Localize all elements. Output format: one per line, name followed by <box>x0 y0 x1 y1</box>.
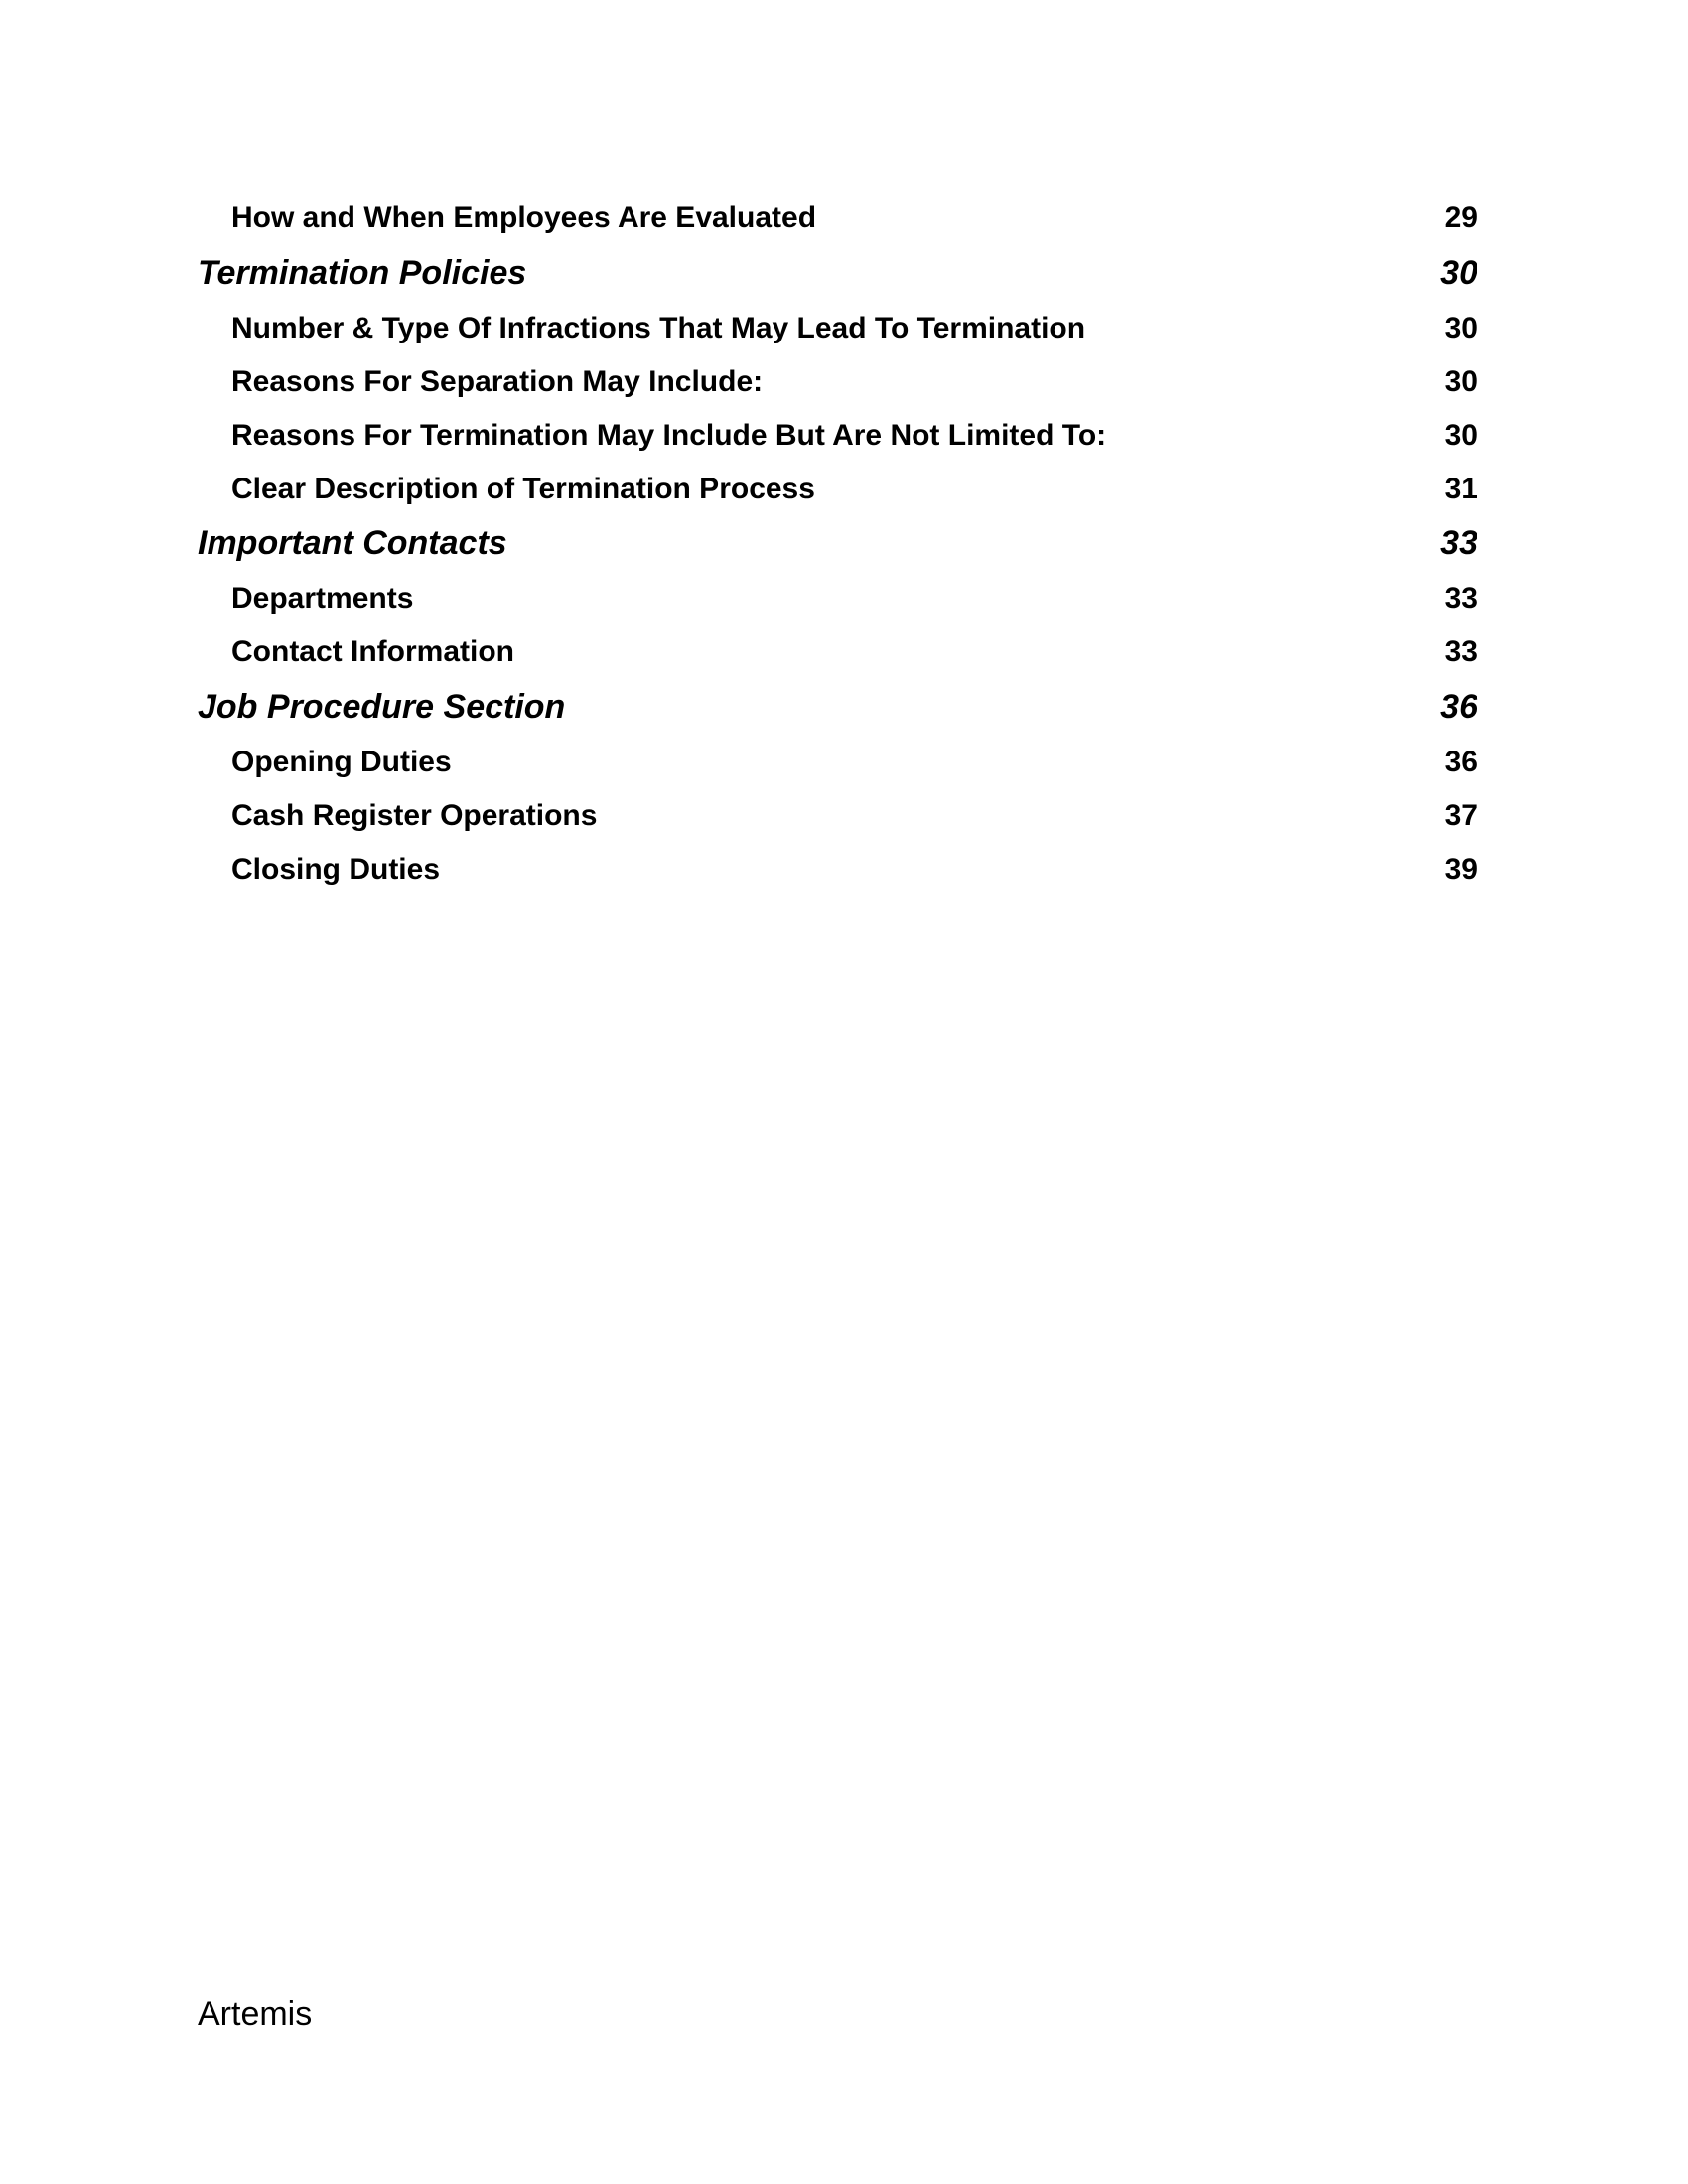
toc-entry-termination-process[interactable] <box>0 466 1688 513</box>
toc-section-label: Important Contacts <box>198 524 507 562</box>
toc-entry-page: 30 <box>1444 312 1477 344</box>
toc-entry-label: Clear Description of Termination Process <box>231 473 815 505</box>
toc-entry-contact-information[interactable] <box>0 628 1688 676</box>
toc-section-important-contacts[interactable] <box>0 519 1688 567</box>
toc-entry-infractions[interactable] <box>0 305 1688 352</box>
toc-entry-separation-reasons[interactable] <box>0 358 1688 406</box>
toc-section-page: 36 <box>1440 688 1477 726</box>
page-footer: Artemis <box>198 1995 313 2033</box>
toc-entry-label: Closing Duties <box>231 853 441 886</box>
toc-entry-page: 30 <box>1444 419 1477 452</box>
toc-entry-page: 30 <box>1444 365 1477 398</box>
toc-section-label: Termination Policies <box>198 254 527 292</box>
toc-entry-label: Number & Type Of Infractions That May Lead To Termination <box>231 312 1086 344</box>
toc-entry-opening-duties[interactable] <box>0 739 1688 786</box>
toc-entry-label: Reasons For Termination May Include But Are Not Limited To: <box>231 419 1107 452</box>
toc-entry-departments[interactable] <box>0 575 1688 622</box>
toc-entry-label: How and When Employees Are Evaluated <box>231 202 817 234</box>
toc-entry-employee-evaluation[interactable] <box>0 195 1688 242</box>
toc-entry-label: Contact Information <box>231 635 514 668</box>
toc-entry-label: Opening Duties <box>231 746 452 778</box>
toc-entry-page: 29 <box>1444 202 1477 234</box>
toc-entry-closing-duties[interactable] <box>0 846 1688 893</box>
toc-entry-cash-register[interactable] <box>0 792 1688 840</box>
toc-entry-page: 39 <box>1444 853 1477 886</box>
toc-entry-label: Reasons For Separation May Include: <box>231 365 764 398</box>
toc-entry-page: 36 <box>1444 746 1477 778</box>
toc-section-page: 30 <box>1440 254 1477 292</box>
toc-entry-termination-reasons[interactable] <box>0 412 1688 460</box>
toc-entry-label: Cash Register Operations <box>231 799 598 832</box>
table-of-contents <box>0 0 1688 893</box>
toc-entry-page: 37 <box>1444 799 1477 832</box>
toc-entry-page: 33 <box>1444 635 1477 668</box>
toc-section-job-procedure[interactable] <box>0 683 1688 731</box>
toc-entry-page: 33 <box>1444 582 1477 614</box>
toc-section-page: 33 <box>1440 524 1477 562</box>
toc-section-termination-policies[interactable] <box>0 249 1688 297</box>
toc-entry-page: 31 <box>1444 473 1477 505</box>
toc-section-label: Job Procedure Section <box>198 688 566 726</box>
toc-entry-label: Departments <box>231 582 414 614</box>
